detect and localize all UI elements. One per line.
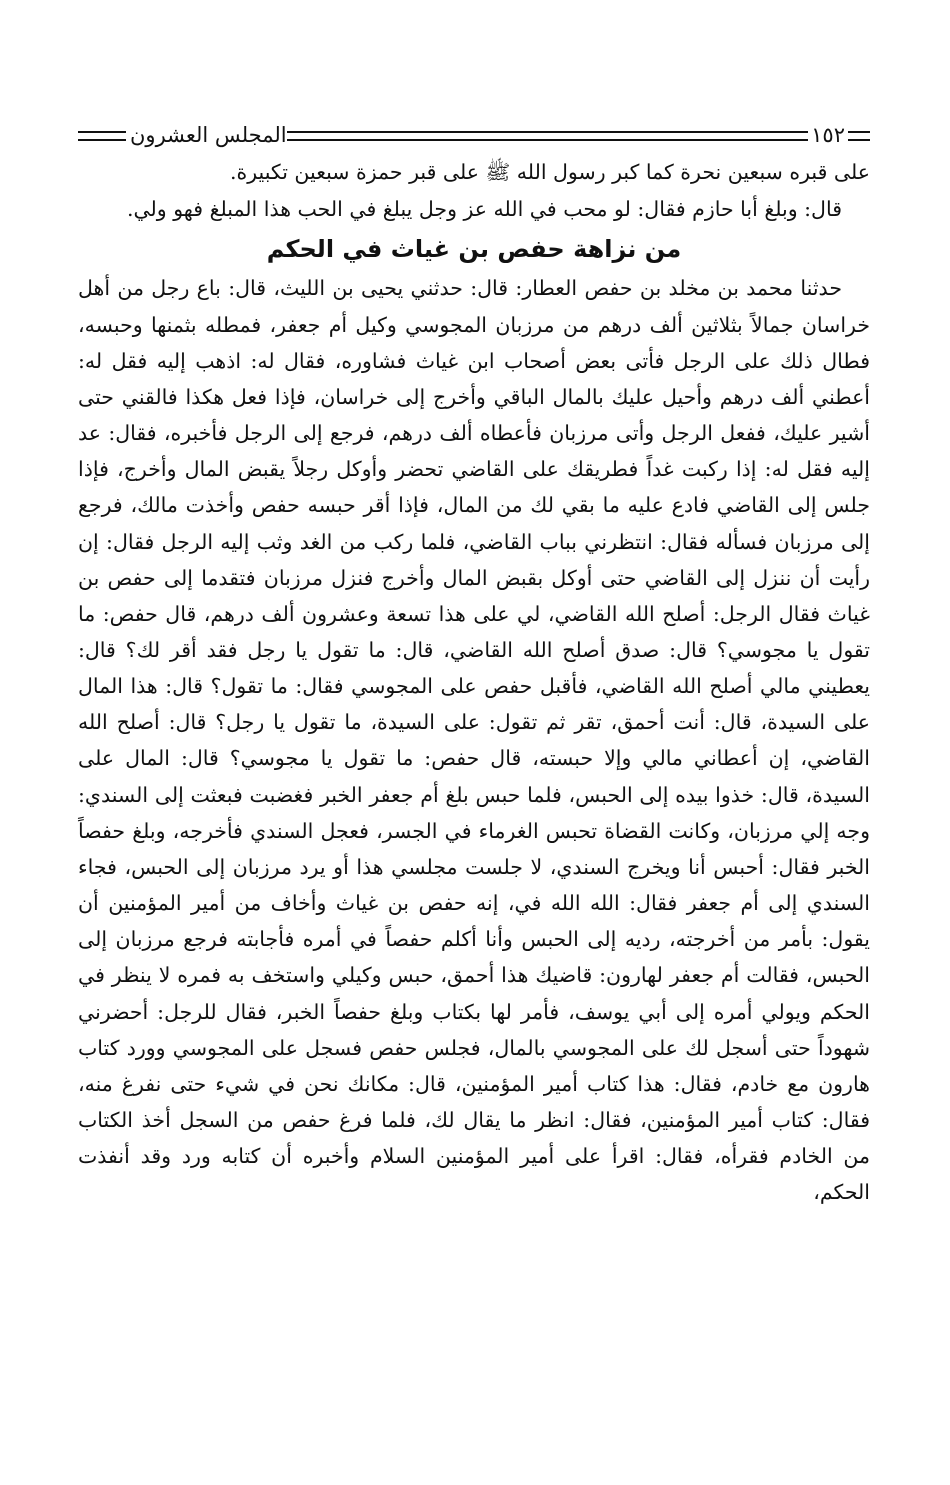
header-rule-end	[78, 131, 126, 141]
paragraph-abu-hazim: قال: وبلغ أبا حازم فقال: لو محب في الله عز وجل يبلغ في الحب هذا المبلغ فهو ولي.	[126, 197, 842, 222]
story-body: حدثنا محمد بن مخلد بن حفص العطار: قال: حدثني يحيى بن الليث، قال: باع رجل من أهل خراسان جمالاً بثلاثين ألف درهم من مرزبان المجوسي وكيل أم جعفر، فمطله بثمنها وحبسه، فطال ذلك على الرجل فأتى بعض أصحاب ابن غياث فشاوره، فقال له: اذهب إليه فقل له: أعطني ألف درهم وأحيل عليك بالمال الباقي وأخرج إلى خراسان، فإذا فعل هكذا فالقني حتى أشير عليك، ففعل الرجل وأتى مرزبان فأعطاه ألف درهم، فرجع إلى الرجل فأخبره، فقال: عد إليه فقل له: إذا ركبت غداً فطريقك على القاضي تحضر وأوكل رجلاً يقبض المال وأخرج، فإذا جلس إلى القاضي فادع عليه ما بقي لك من المال، فإذا أقر حبسه حفص وأخذت مالك، فرجع إلى مرزبان فسأله فقال: انتظرني بباب القاضي، فلما ركب من الغد وثب إليه الرجل فقال: إن رأيت أن ننزل إلى القاضي حتى أوكل بقبض المال وأخرج فنزل مرزبان فتقدما إلى حفص بن غياث فقال الرجل: أصلح الله القاضي، لي على هذا تسعة وعشرون ألف درهم، قال حفص: ما تقول يا مجوسي؟ قال: صدق أصلح الله القاضي، قال: ما تقول يا رجل فقد أقر لك؟ قال: يعطيني مالي أصلح الله القاضي، فأقبل حفص على المجوسي فقال: ما تقول؟ قال: هذا المال على السيدة، قال: أنت أحمق، تقر ثم تقول: على السيدة، ما تقول يا رجل؟ قال: أصلح الله القاضي، إن أعطاني مالي وإلا حبسته، قال حفص: ما تقول يا مجوسي؟ قال: المال على السيدة، قال: خذوا بيده إلى الحبس، فلما حبس بلغ أم جعفر الخبر فغضبت فبعثت إلى السندي: وجه إلي مرزبان، وكانت القضاة تحبس الغرماء في الجسر، فعجل السندي فأخرجه، وبلغ حفصاً الخبر فقال: أحبس أنا ويخرج السندي، لا جلست مجلسي هذا أو يرد مرزبان إلى الحبس، فجاء السندي إلى أم جعفر فقال: الله الله في، إنه حفص بن غياث وأخاف من أمير المؤمنين أن يقول: بأمر من أخرجته، رديه إلى الحبس وأنا أكلم حفصاً في أمره فأجابته فرجع مرزبان إلى الحبس، فقالت أم جعفر لهارون: قاضيك هذا أحمق، حبس وكيلي واستخف به فمره لا ينظر في الحكم ويولي أمره إلى أبي يوسف، فأمر لها بكتاب وبلغ حفصاً الخبر، فقال للرجل: أحضرني شهوداً حتى أسجل لك على المجوسي بالمال، فجلس حفص فسجل على المجوسي وورد كتاب هارون مع خادم، فقال: هذا كتاب أمير المؤمنين، قال: مكانك نحن في شيء حتى نفرغ منه، فقال: كتاب أمير المؤمنين، فقال: انظر ما يقال لك، فلما فرغ حفص من السجل أخذ الكتاب من الخادم فقرأه، فقال: اقرأ على أمير المؤمنين السلام وأخبره أن كتابه ورد وقد أنفذت الحكم،	[78, 276, 870, 1205]
paragraph-continuation: على قبره سبعين نحرة كما كبر رسول الله ﷺ على قبر حمزة سبعين تكبيرة.	[229, 160, 870, 184]
book-page	[78, 118, 870, 1210]
header-rule-start	[848, 131, 870, 141]
page-header	[78, 118, 870, 152]
chapter-title: المجلس العشرون	[130, 123, 287, 147]
section-heading: من نزاهة حفص بن غياث في الحكم	[266, 235, 682, 264]
header-rule-long	[287, 131, 809, 141]
page-number: ١٥٢	[811, 123, 845, 147]
